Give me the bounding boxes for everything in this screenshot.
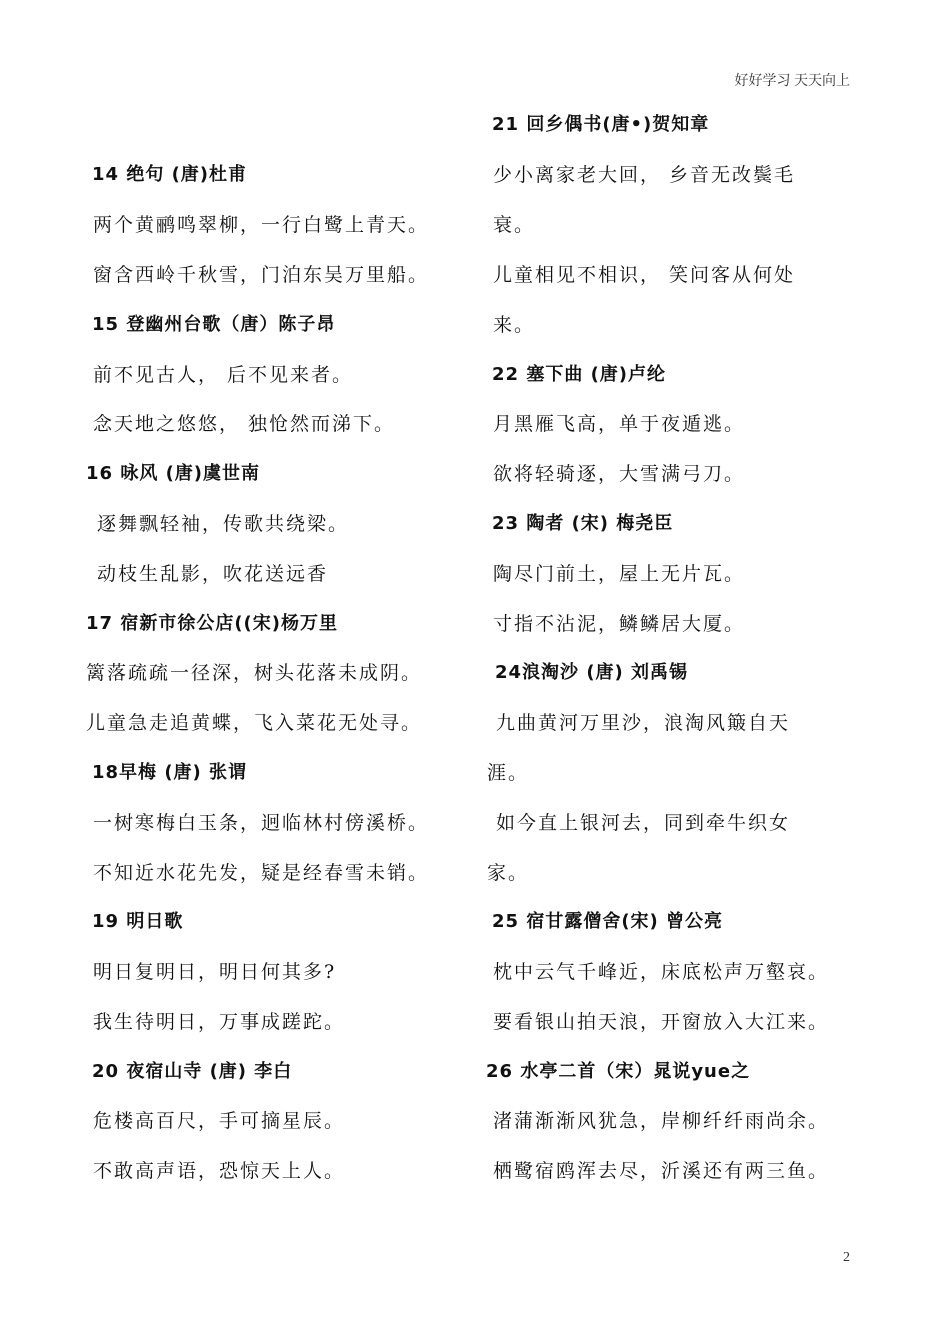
poem-title: 14 绝句 (唐)杜甫 — [92, 164, 248, 185]
poem-line: 九曲黄河万里沙，浪淘风簸自天 — [496, 712, 791, 734]
poem-line: 两个黄鹂鸣翠柳，一行白鹭上青天。 — [93, 214, 430, 236]
poem-line: 逐舞飘轻袖，传歌共绕梁。 — [97, 513, 350, 535]
poem-line: 不知近水花先发，疑是经春雪未销。 — [93, 862, 430, 884]
poem-line: 枕中云气千峰近，床底松声万壑哀。 — [493, 961, 830, 983]
poem-title: 23 陶者 (宋) 梅尧臣 — [492, 513, 674, 534]
poem-line: 明日复明日，明日何其多? — [93, 961, 337, 983]
poem-line: 寸指不沾泥，鳞鳞居大厦。 — [493, 613, 746, 635]
poem-line: 渚蒲渐渐风犹急，岸柳纤纤雨尚余。 — [493, 1110, 830, 1132]
poem-line: 念天地之悠悠， 独怆然而涕下。 — [93, 413, 396, 435]
poem-line: 动枝生乱影，吹花送远香 — [97, 563, 329, 585]
poem-title: 17 宿新市徐公店((宋)杨万里 — [86, 613, 338, 634]
poem-title: 19 明日歌 — [92, 911, 184, 932]
poem-title: 22 塞下曲 (唐)卢纶 — [492, 364, 667, 385]
poem-title: 15 登幽州台歌（唐）陈子昂 — [92, 314, 336, 335]
page-header: 好好学习 天天向上 — [734, 74, 850, 89]
poem-line: 如今直上银河去，同到牵牛织女 — [496, 812, 791, 834]
poem-title: 20 夜宿山寺 (唐) 李白 — [92, 1061, 293, 1082]
poem-title: 21 回乡偶书(唐•)贺知章 — [492, 114, 710, 135]
poem-title: 26 水亭二首（宋）晁说yue之 — [486, 1061, 751, 1082]
poem-line: 衰。 — [493, 214, 536, 236]
poem-line: 不敢高声语，恐惊天上人。 — [93, 1160, 346, 1182]
poem-line: 涯。 — [487, 762, 530, 784]
poem-line: 栖鹭宿鸥浑去尽，沂溪还有两三鱼。 — [493, 1160, 830, 1182]
poem-line: 少小离家老大回， 乡音无改鬓毛 — [493, 164, 796, 186]
poem-title: 18早梅 (唐) 张谓 — [92, 762, 248, 783]
poem-title: 24浪淘沙 (唐) 刘禹锡 — [495, 662, 689, 683]
poem-line: 前不见古人， 后不见来者。 — [93, 364, 354, 386]
poem-line: 篱落疏疏一径深，树头花落未成阴。 — [86, 662, 423, 684]
poem-line: 陶尽门前土，屋上无片瓦。 — [493, 563, 746, 585]
poem-line: 儿童急走追黄蝶，飞入菜花无处寻。 — [86, 712, 423, 734]
poem-line: 窗含西岭千秋雪，门泊东吴万里船。 — [93, 264, 430, 286]
poem-line: 欲将轻骑逐，大雪满弓刀。 — [493, 463, 746, 485]
poem-line: 儿童相见不相识， 笑问客从何处 — [493, 264, 796, 286]
poem-line: 月黑雁飞高，单于夜遁逃。 — [493, 413, 746, 435]
poem-title: 16 咏风 (唐)虞世南 — [86, 463, 261, 484]
poem-line: 来。 — [493, 314, 536, 336]
poem-title: 25 宿甘露僧舍(宋) 曾公亮 — [492, 911, 724, 932]
poem-line: 要看银山拍天浪，开窗放入大江来。 — [493, 1011, 830, 1033]
poem-line: 家。 — [487, 862, 530, 884]
poem-line: 一树寒梅白玉条，迥临林村傍溪桥。 — [93, 812, 430, 834]
poem-line: 我生待明日，万事成蹉跎。 — [93, 1011, 346, 1033]
poem-line: 危楼高百尺，手可摘星辰。 — [93, 1110, 346, 1132]
page-number: 2 — [843, 1250, 850, 1265]
